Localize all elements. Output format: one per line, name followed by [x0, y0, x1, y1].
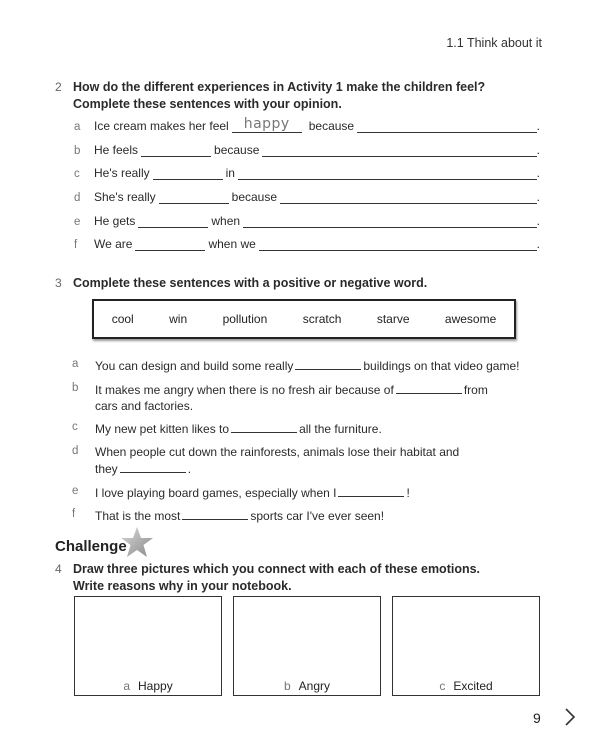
sentence-row-e: e He gets when . — [72, 212, 540, 230]
question-number: 2 — [55, 80, 62, 94]
question-number: 4 — [55, 562, 62, 576]
sentence-row-a: You can design and build some really buildings on that video game! — [95, 359, 520, 373]
sentence-row-f: That is the most sports car I've ever seen! — [95, 509, 385, 523]
word-blank[interactable] — [338, 484, 404, 497]
star-icon — [120, 526, 154, 558]
reason-blank[interactable] — [259, 234, 537, 251]
sentence-row-f: f We are when we . — [72, 235, 540, 253]
reason-blank[interactable] — [280, 187, 537, 204]
section-header: 1.1 Think about it — [446, 36, 542, 50]
question-prompt: Draw three pictures which you connect with each of these emotions. Write reasons why in your notebook. — [73, 562, 481, 593]
answer-blank[interactable] — [153, 163, 223, 180]
challenge-heading: Challenge — [55, 538, 127, 555]
word-blank[interactable] — [396, 381, 462, 394]
word-bank-item: cool — [111, 312, 134, 326]
word-bank-item: scratch — [302, 312, 342, 326]
question-prompt: Complete these sentences with a positive or negative word. — [73, 276, 428, 290]
reason-blank[interactable] — [243, 211, 537, 228]
sentence-row-e: I love playing board games, especially when I ! — [95, 486, 410, 500]
sentence-row-b: It makes me angry when there is no fresh air because of from cars and factories. — [95, 383, 488, 413]
word-bank-item: pollution — [222, 312, 268, 326]
answer-blank[interactable]: happy — [232, 116, 302, 133]
sentence-row-b: b He feels because . — [72, 141, 540, 159]
sentence-row-d: When people cut down the rainforests, animals lose their habitat and they . — [95, 445, 460, 476]
sentence-row-c: My new pet kitten likes to all the furniture. — [95, 422, 382, 436]
reason-blank[interactable] — [238, 163, 537, 180]
reason-blank[interactable] — [357, 116, 537, 133]
word-bank-item: starve — [376, 312, 410, 326]
sentence-row-d: d She's really because . — [72, 188, 540, 206]
question-number: 3 — [55, 276, 62, 290]
sentence-row-a: a Ice cream makes her feel happy because . — [74, 116, 540, 133]
word-bank-item: awesome — [444, 312, 497, 326]
drawing-box-happy[interactable]: a Happy — [74, 596, 222, 696]
sentence-row-c: c He's really in . — [72, 164, 540, 182]
word-blank[interactable] — [120, 460, 186, 473]
question-prompt: How do the different experiences in Activity 1 make the children feel? Complete these sentences with your opinion. — [73, 80, 486, 111]
word-bank-item: win — [169, 312, 188, 326]
reason-blank[interactable] — [262, 140, 536, 157]
word-blank[interactable] — [231, 420, 297, 433]
answer-blank[interactable] — [141, 140, 211, 157]
answer-blank[interactable] — [138, 211, 208, 228]
page-number: 9 — [533, 710, 541, 726]
answer-blank[interactable] — [135, 234, 205, 251]
drawing-box-angry[interactable]: b Angry — [233, 596, 381, 696]
word-blank[interactable] — [182, 507, 248, 520]
chevron-right-icon[interactable] — [563, 707, 577, 727]
word-blank[interactable] — [295, 357, 361, 370]
word-bank — [92, 299, 516, 339]
answer-blank[interactable] — [159, 187, 229, 204]
drawing-box-excited[interactable]: c Excited — [392, 596, 540, 696]
